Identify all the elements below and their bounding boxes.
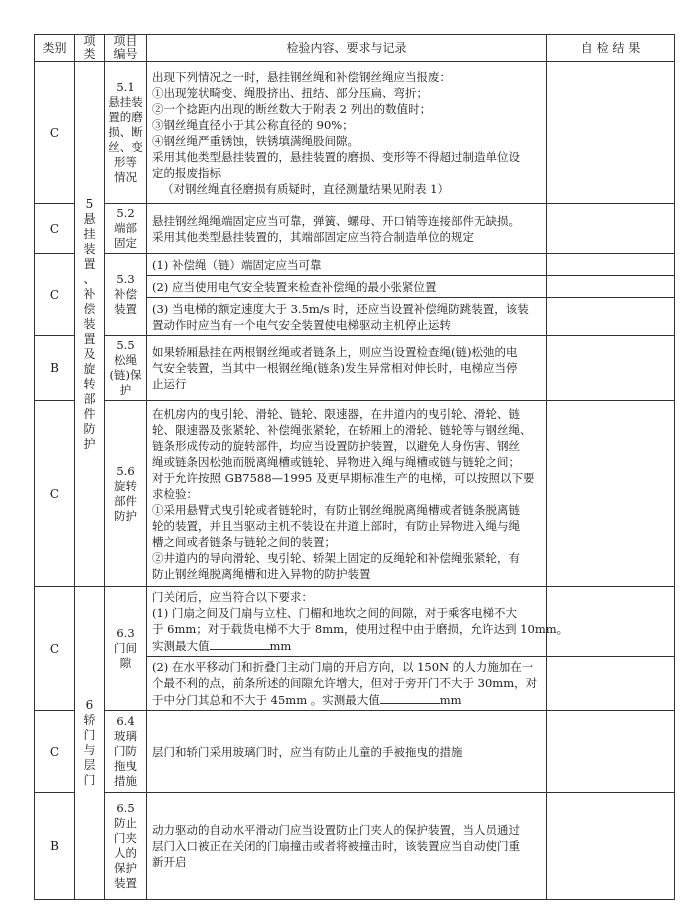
content-cell (147, 336, 547, 401)
category-cell: C (35, 401, 75, 587)
content-line: 绳或链条因松弛而脱离绳槽或链轮、异物进入绳与绳槽或链与链轮之间； (152, 454, 520, 469)
group-cell-6: 6 轿 门 与 层 门 (75, 587, 105, 900)
content-line: （对钢丝绳直径磨损有质疑时，直径测量结果见附表 1） (162, 181, 449, 196)
category-cell: B (35, 793, 75, 900)
content-cell (147, 298, 547, 336)
content-line: 在机房内的曳引轮、滑轮、链轮、限速器，在井道内的曳引轮、滑轮、链 (152, 406, 520, 421)
measure-label: 于中分门其总和不大于 45mm 。实测最大值 (152, 693, 380, 707)
measure-unit: mm (439, 693, 462, 707)
header-result: 自 检 结 果 (547, 35, 675, 62)
content-line: 出现下列情况之一时，悬挂钢丝绳和补偿钢丝绳应当报废： (152, 69, 451, 84)
table-row (35, 711, 675, 793)
result-cell[interactable] (547, 204, 675, 254)
category-cell: B (35, 336, 75, 401)
category-cell: C (35, 587, 75, 711)
header-item-no: 项目 编号 (105, 35, 147, 62)
result-cell[interactable] (547, 336, 675, 401)
measure-label: 实测最大值 (152, 639, 210, 653)
item-no-cell: 6.3 门间 隙 (105, 587, 147, 711)
category-cell: C (35, 62, 75, 204)
content-cell (147, 711, 547, 793)
content-line: 防止钢丝绳脱离绳槽和进入异物的防护装置 (152, 566, 371, 581)
content-line: ②一个捻距内出现的断丝数大于附表 2 列出的数值时； (152, 101, 432, 116)
content-line: 置动作时应当有一个电气安全装置使电梯驱动主机停止运转 (152, 317, 451, 332)
content-line: 动力驱动的自动水平滑动门应当设置防止门夹人的保护装置，当人员通过 (152, 823, 520, 837)
measure-field[interactable] (380, 691, 440, 704)
result-cell[interactable] (547, 401, 675, 587)
content-cell (147, 657, 547, 711)
content-line: 对于允许按照 GB7588—1995 及更早期标准生产的电梯，可以按照以下要 (152, 470, 535, 485)
content-line: (1) 补偿绳（链）端固定应当可靠 (152, 257, 322, 272)
content-cell (147, 276, 547, 298)
content-line: (2) 应当使用电气安全装置来检查补偿绳的最小张紧位置 (152, 279, 437, 294)
content-line: 层门和轿门采用玻璃门时，应当有防止儿童的手被拖曳的措施 (152, 744, 463, 759)
group-cell-5: 5 悬 挂 装 置 、 补 偿 装 置 及 旋 转 部 件 防 护 (75, 62, 105, 587)
measure-field[interactable] (210, 637, 270, 650)
content-line (152, 637, 541, 654)
category-cell: C (35, 254, 75, 336)
content-line: 气安全装置，当其中一根钢丝绳(链条)发生异常相对伸长时，电梯应当停 (152, 361, 518, 375)
item-no-cell: 5.5 松绳 (链)保 护 (105, 336, 147, 401)
header-group: 项 类 (75, 35, 105, 62)
category-cell: C (35, 204, 75, 254)
header-row (35, 35, 675, 62)
content-line: ④钢丝绳严重锈蚀，铁锈填满绳股间隙。 (152, 133, 359, 148)
content-line: 求检验： (152, 486, 198, 501)
content-line: 定的报废指标 (152, 165, 221, 180)
content-line: (2) 在水平移动门和折叠门主动门扇的开启方向，以 150N 的人力施加在一 (152, 660, 534, 674)
content-line: ②井道内的导向滑轮、曳引轮、轿架上固定的反绳轮和补偿绳张紧轮，有 (152, 550, 520, 565)
result-cell[interactable] (547, 254, 675, 276)
content-cell (147, 793, 547, 900)
content-line: ①出现笼状畸变、绳股挤出、扭结、部分压扁、弯折； (152, 85, 428, 100)
table-row (35, 336, 675, 401)
content-line: 链条形成传动的旋转部件，均应当设置防护装置，以避免人身伤害、钢丝 (152, 438, 520, 453)
table-row (35, 62, 675, 204)
content-line: 如果轿厢悬挂在两根钢丝绳或者链条上，则应当设置检查绳(链)松弛的电 (152, 345, 518, 359)
content-line (152, 691, 541, 708)
content-cell (147, 254, 547, 276)
content-cell (147, 204, 547, 254)
header-content: 检验内容、要求与记录 (147, 35, 547, 62)
header-category: 类别 (35, 35, 75, 62)
content-line: 悬挂钢丝绳绳端固定应当可靠，弹簧、螺母、开口销等连接部件无缺损。 (152, 213, 520, 228)
content-line: 层门入口被正在关闭的门扇撞击或者将被撞击时，该装置应当自动使门重 (152, 839, 520, 853)
item-no-cell: 6.5 防止 门夹 人的 保护 装置 (105, 793, 147, 900)
result-cell[interactable] (547, 711, 675, 793)
content-line: 新开启 (152, 855, 187, 869)
content-line: 止运行 (152, 377, 187, 391)
content-line: 槽之间或者链条与链轮之间的装置； (152, 534, 336, 549)
content-line: 轮、限速器及张紧轮、补偿绳张紧轮，在轿厢上的滑轮、链轮等与钢丝绳、 (152, 422, 532, 437)
content-line: 门关闭后，应当符合以下要求： (152, 590, 313, 604)
item-no-cell: 5.2 端部 固定 (105, 204, 147, 254)
table-row (35, 254, 675, 276)
table-row (35, 793, 675, 900)
content-line: ①采用悬臂式曳引轮或者链轮时，有防止钢丝绳脱离绳槽或者链条脱离链 (152, 502, 520, 517)
item-no-cell: 5.3 补偿 装置 (105, 254, 147, 336)
content-cell (147, 587, 569, 657)
result-cell[interactable] (547, 657, 675, 711)
content-line: (1) 门扇之间及门扇与立柱、门楣和地坎之间的间隙，对于乘客电梯不大 (152, 606, 517, 620)
table-row (35, 401, 675, 587)
inspection-table (34, 34, 675, 900)
result-cell[interactable] (547, 276, 675, 298)
item-no-cell: 5.6 旋转 部件 防护 (105, 401, 147, 587)
result-cell[interactable] (547, 62, 675, 204)
table-row (35, 204, 675, 254)
content-line: 采用其他类型悬挂装置的，其端部固定应当符合制造单位的规定 (152, 229, 474, 244)
content-line: 个最不利的点，前条所述的间隙允许增大，但对于旁开门不大于 30mm，对 (152, 676, 538, 690)
content-line: ③钢丝绳直径小于其公称直径的 90%； (152, 117, 354, 132)
content-line: (3) 当电梯的额定速度大于 3.5m/s 时，还应当设置补偿绳防跳装置，该装 (152, 301, 529, 316)
item-no-cell: 6.4 玻璃 门防 拖曳 措施 (105, 711, 147, 793)
measure-unit: mm (269, 639, 292, 653)
content-line: 轮的装置，并且当驱动主机不装设在井道上部时，有防止异物进入绳与绳 (152, 518, 520, 533)
category-cell: C (35, 711, 75, 793)
content-line: 采用其他类型悬挂装置的，悬挂装置的磨损、变形等不得超过制造单位设 (152, 149, 520, 164)
result-cell[interactable] (547, 793, 675, 900)
content-line: 于 6mm；对于载货电梯不大于 8mm，使用过程中由于磨损，允许达到 10mm。 (152, 622, 569, 636)
table-row (35, 587, 675, 657)
content-cell (147, 401, 547, 587)
item-no-cell: 5.1 悬挂装 置的磨 损、断 丝、变 形等 情况 (105, 62, 147, 204)
result-cell[interactable] (547, 298, 675, 336)
inspection-form (34, 34, 674, 900)
content-cell (147, 62, 547, 204)
